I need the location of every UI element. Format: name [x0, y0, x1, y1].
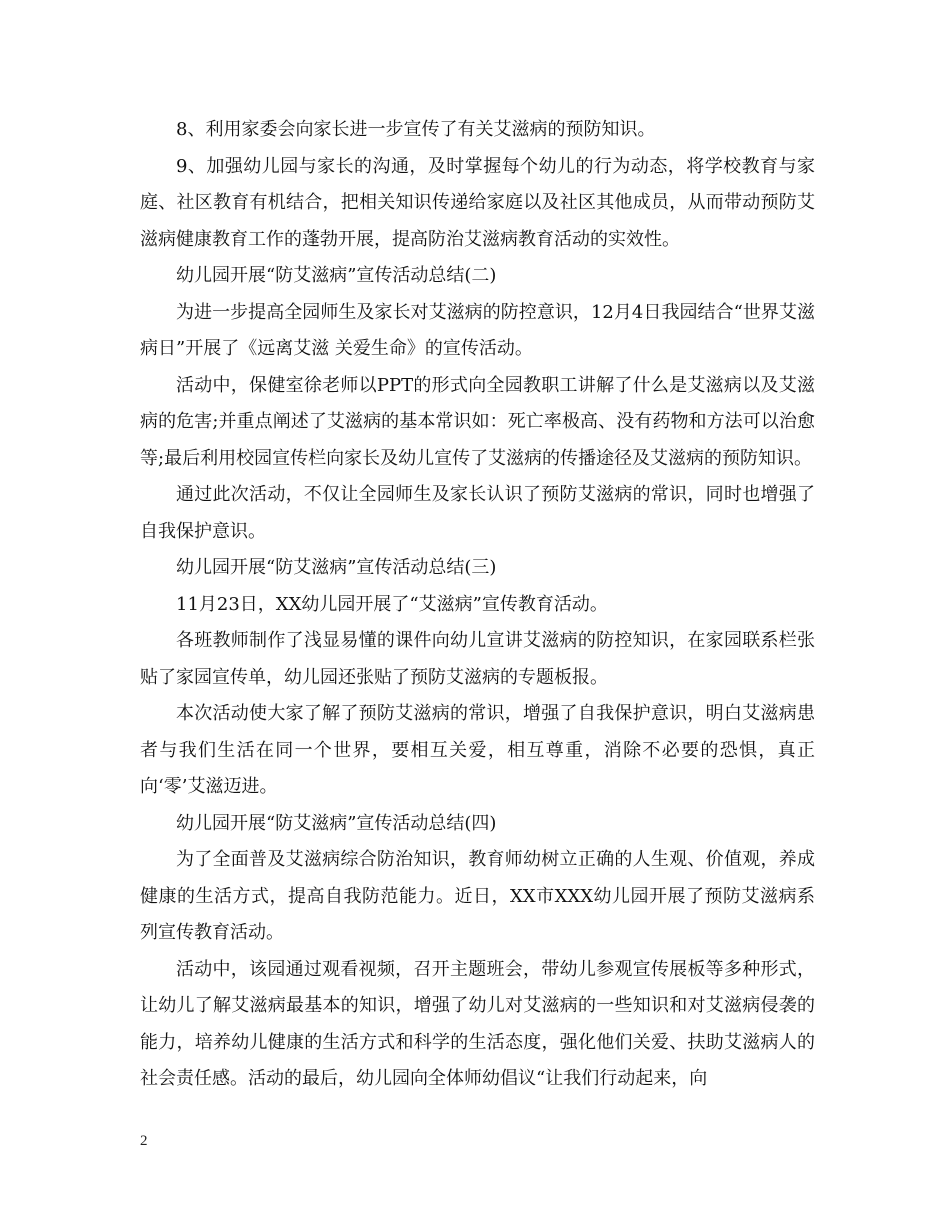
paragraph-item-8: 8、利用家委会向家长进一步宣传了有关艾滋病的预防知识。 — [176, 119, 656, 140]
section-heading-4: 幼儿园开展“防艾滋病”宣传活动总结(四) — [176, 812, 497, 834]
paragraph-result-2: 通过此次活动，不仅让全园师生及家长认识了预防艾滋病的常识，同时也增强了自我保护意识。 — [140, 484, 815, 542]
paragraph-intro-3: 11月23日，XX幼儿园开展了“艾滋病”宣传教育活动。 — [176, 593, 608, 615]
paragraph-activity-3: 各班教师制作了浅显易懂的课件向幼儿宣讲艾滋病的防控知识，在家园联系栏张贴了家园宣传单，幼儿园还张贴了预防艾滋病的专题板报。 — [140, 630, 815, 688]
section-heading-3: 幼儿园开展“防艾滋病”宣传活动总结(三) — [176, 557, 497, 578]
paragraph-activity-2: 活动中，保健室徐老师以PPT的形式向全园教职工讲解了什么是艾滋病以及艾滋病的危害;并重点阐述了艾滋病的基本常识如：死亡率极高、没有药物和方法可以治愈等;最后利用校园宣传栏向家长及幼儿宣传了艾滋病的传播途径及艾滋病的预防知识。 — [140, 374, 815, 469]
section-heading-2: 幼儿园开展“防艾滋病”宣传活动总结(二) — [176, 265, 497, 286]
page-number: 2 — [140, 1133, 148, 1149]
document-body — [140, 112, 815, 1098]
paragraph-activity-4: 活动中，该园通过观看视频，召开主题班会，带幼儿参观宣传展板等多种形式，让幼儿了解艾滋病最基本的知识，增强了幼儿对艾滋病的一些知识和对艾滋病侵袭的能力，培养幼儿健康的生活方式和科学的生活态度，强化他们关爱、扶助艾滋病人的社会责任感。活动的最后，幼儿园向全体师幼倡议“让我们行动起来，向 — [140, 958, 815, 1089]
paragraph-intro-4: 为了全面普及艾滋病综合防治知识，教育师幼树立正确的人生观、价值观，养成健康的生活方式，提高自我防范能力。近日，XX市XXX幼儿园开展了预防艾滋病系列宣传教育活动。 — [140, 849, 815, 943]
paragraph-item-9: 9、加强幼儿园与家长的沟通，及时掌握每个幼儿的行为动态，将学校教育与家庭、社区教育有机结合，把相关知识传递给家庭以及社区其他成员，从而带动预防艾滋病健康教育工作的蓬勃开展，提高防治艾滋病教育活动的实效性。 — [140, 155, 815, 250]
paragraph-intro-2: 为进一步提高全园师生及家长对艾滋病的防控意识，12月4日我园结合“世界艾滋病日”开展了《远离艾滋 关爱生命》的宣传活动。 — [140, 301, 815, 359]
paragraph-result-3: 本次活动使大家了解了预防艾滋病的常识，增强了自我保护意识，明白艾滋病患者与我们生活在同一个世界，要相互关爱，相互尊重，消除不必要的恐惧，真正向‘零’艾滋迈进。 — [140, 703, 815, 797]
